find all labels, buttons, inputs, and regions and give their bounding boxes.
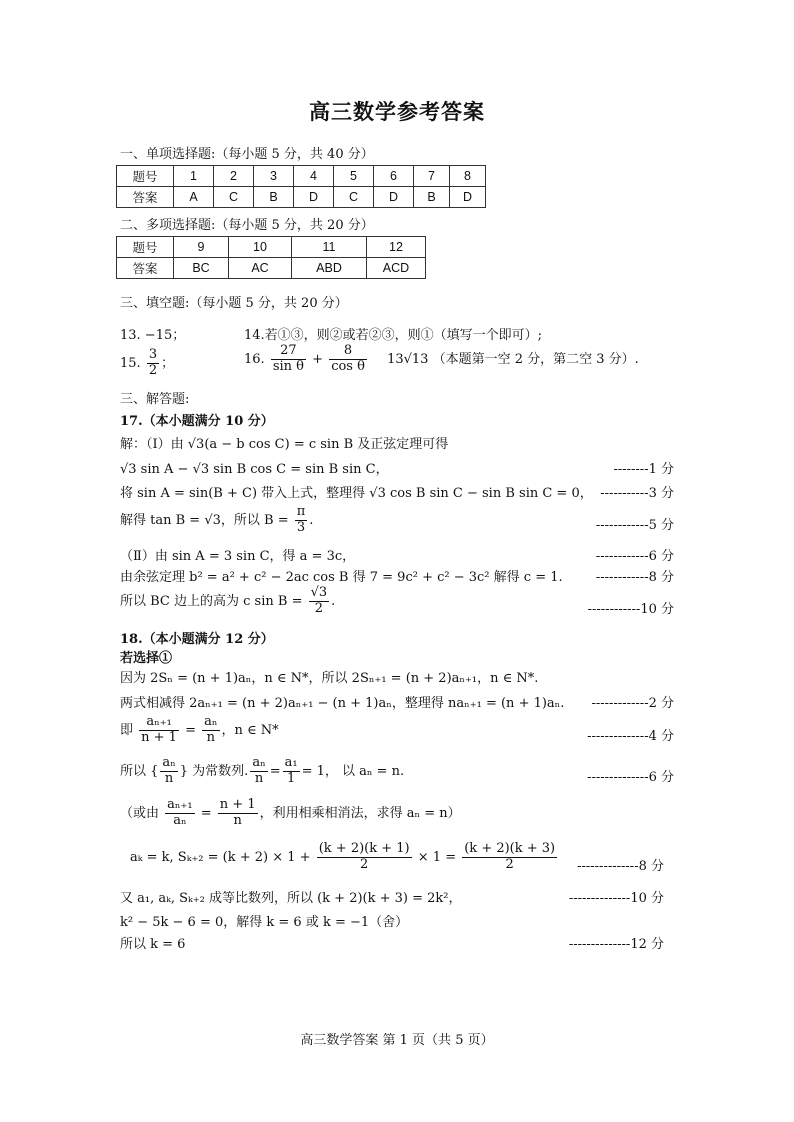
table-row	[117, 237, 426, 258]
answer-cell: D	[374, 187, 414, 208]
p18-points-2: -------------2 分	[591, 696, 674, 711]
fraction-denominator: n	[254, 770, 264, 786]
p17-points-3: -----------3 分	[600, 486, 674, 501]
fraction-denominator: 3	[296, 519, 306, 535]
answer-cell: AC	[229, 258, 292, 279]
fraction-denominator: sin θ	[272, 358, 304, 374]
fraction-numerator: aₙ₊₁	[167, 797, 193, 812]
table-row	[117, 258, 426, 279]
fraction	[250, 756, 267, 787]
fraction-numerator: aₙ	[204, 714, 218, 729]
fraction	[160, 756, 177, 787]
problem-17-heading: 17.（本小题满分 10 分）	[120, 414, 274, 429]
answer-cell: C	[334, 187, 374, 208]
p17-points-10: ------------10 分	[587, 602, 674, 617]
fraction-numerator: (k + 2)(k + 1)	[318, 841, 410, 856]
section-solution-heading: 三、解答题:	[120, 392, 190, 407]
page-title: 高三数学参考答案	[309, 99, 485, 124]
p18-line-5-text: （或由	[120, 805, 160, 821]
p18-line-4-text: 所以 {	[120, 763, 159, 779]
multi-choice-table	[116, 236, 426, 279]
equals-sign: =	[269, 763, 281, 779]
fraction-numerator: π	[296, 504, 306, 519]
number-cell: 4	[294, 166, 334, 187]
fraction-numerator: 8	[329, 344, 367, 360]
answer-16-second: 13√13	[387, 351, 429, 367]
answer-15-tail: ；	[161, 355, 175, 371]
page-footer: 高三数学答案 第 1 页（共 5 页）	[300, 1033, 494, 1048]
p17-line-7-text: 所以 BC 边上的高为 c sin B =	[120, 593, 303, 609]
p17-line-6: 由余弦定理 b² = a² + c² − 2ac cos B 得 7 = 9c² + c² − 3c² 解得 c = 1.	[120, 570, 563, 585]
fraction	[317, 842, 412, 873]
p18-line-4	[120, 756, 404, 787]
answer-14: 14.若①③，则②或若②③，则①（填写一个即可）;	[244, 328, 543, 343]
fraction-numerator: (k + 2)(k + 3)	[464, 841, 556, 856]
p17-line-5: （Ⅱ）由 sin A = 3 sin C，得 a = 3c，	[120, 549, 356, 564]
fraction	[165, 798, 194, 829]
number-cell: 7	[414, 166, 450, 187]
p18-line-2: 两式相减得 2aₙ₊₁ = (n + 2)aₙ₊₁ − (n + 1)aₙ，整理得 naₙ₊₁ = (n + 1)aₙ.	[120, 696, 565, 711]
number-cell: 2	[214, 166, 254, 187]
answer-cell: BC	[174, 258, 229, 279]
p18-line-5	[120, 798, 461, 829]
fraction	[147, 348, 159, 379]
answer-15-label: 15.	[120, 355, 141, 371]
equals-sign: =	[185, 722, 197, 738]
p18-line-4-mid: } 为常数列.	[179, 763, 249, 779]
header-cell: 答案	[117, 258, 174, 279]
p18-line-6-mid: × 1 =	[417, 849, 457, 865]
fraction-numerator: √3	[310, 585, 328, 600]
p17-points-8: ------------8 分	[595, 570, 674, 585]
fraction-denominator: 2	[314, 600, 324, 616]
fraction	[202, 715, 219, 746]
fraction-denominator: 2	[360, 856, 369, 872]
p18-points-10: --------------10 分	[568, 891, 664, 906]
header-cell: 答案	[117, 187, 174, 208]
equals-sign: =	[200, 805, 212, 821]
fraction-denominator: n	[206, 729, 216, 745]
p17-line-4-text: 解得 tan B = √3，所以 B =	[120, 512, 289, 528]
p18-points-8: --------------8 分	[577, 859, 664, 874]
fraction	[309, 586, 330, 617]
header-cell: 题号	[117, 166, 174, 187]
fraction-numerator: aₙ	[252, 755, 266, 770]
fraction-numerator: 27	[271, 344, 306, 360]
p17-points-1: --------1 分	[613, 462, 674, 477]
number-cell: 9	[174, 237, 229, 258]
p18-line-1: 因为 2Sₙ = (n + 1)aₙ，n ∈ N*，所以 2Sₙ₊₁ = (n + 2)aₙ₊₁，n ∈ N*.	[120, 671, 539, 686]
p18-points-6: --------------6 分	[587, 770, 674, 785]
p18-choice: 若选择①	[120, 651, 173, 666]
number-cell: 6	[374, 166, 414, 187]
number-cell: 8	[450, 166, 486, 187]
fraction	[295, 505, 308, 536]
p18-line-3	[120, 715, 279, 746]
p17-line-4	[120, 505, 313, 536]
p18-line-5-tail: ，利用相乘相消法，求得 aₙ = n）	[259, 805, 461, 821]
p18-line-4-tail: = 1， 以 aₙ = n.	[301, 763, 405, 779]
fraction-numerator: n + 1	[219, 797, 256, 812]
p18-line-3-text: 即	[120, 722, 134, 738]
answer-cell: D	[450, 187, 486, 208]
fraction	[283, 756, 300, 787]
fraction	[271, 344, 306, 375]
number-cell: 12	[367, 237, 426, 258]
answer-cell: ABD	[292, 258, 367, 279]
section-multi-choice-heading: 二、多项选择题:（每小题 5 分，共 20 分）	[120, 218, 374, 233]
answer-16-label: 16.	[244, 351, 265, 367]
p17-points-5: ------------5 分	[595, 518, 674, 533]
section-single-choice-heading: 一、单项选择题:（每小题 5 分，共 40 分）	[120, 147, 374, 162]
fraction-denominator: n + 1	[141, 729, 177, 745]
fraction-denominator: 1	[286, 770, 296, 786]
p18-line-8: k² − 5k − 6 = 0，解得 k = 6 或 k = −1（舍）	[120, 915, 409, 930]
p17-points-6: ------------6 分	[595, 549, 674, 564]
p18-points-4: --------------4 分	[587, 729, 674, 744]
number-cell: 11	[292, 237, 367, 258]
single-choice-table	[116, 165, 486, 208]
answer-cell: ACD	[367, 258, 426, 279]
p18-line-7: 又 a₁, aₖ, Sₖ₊₂ 成等比数列，所以 (k + 2)(k + 3) = 2k²，	[120, 891, 462, 906]
p18-line-6-text: aₖ = k, Sₖ₊₂ = (k + 2) × 1 +	[130, 849, 311, 865]
table-row	[117, 187, 486, 208]
number-cell: 3	[254, 166, 294, 187]
p18-points-12: --------------12 分	[568, 937, 664, 952]
fraction-numerator: aₙ₊₁	[139, 715, 179, 731]
fraction	[139, 715, 179, 746]
p18-line-3-tail: ，n ∈ N*	[221, 722, 279, 738]
answer-13: 13. −15；	[120, 328, 186, 343]
p17-line-7	[120, 586, 335, 617]
fraction-numerator: a₁	[284, 755, 298, 770]
fraction-denominator: 2	[148, 362, 158, 378]
problem-18-heading: 18.（本小题满分 12 分）	[120, 632, 274, 647]
p17-line-7-tail: .	[331, 593, 336, 609]
fraction	[218, 798, 258, 829]
section-fill-heading: 三、填空题:（每小题 5 分，共 20 分）	[120, 296, 348, 311]
fraction-denominator: cos θ	[331, 358, 365, 374]
answer-16-note: （本题第一空 2 分，第二空 3 分）.	[432, 351, 639, 367]
answer-cell: C	[214, 187, 254, 208]
fraction	[329, 344, 367, 375]
fraction-denominator: n	[164, 770, 174, 786]
fraction-denominator: aₙ	[173, 812, 187, 828]
p17-line-4-tail: .	[309, 512, 314, 528]
fraction-numerator: aₙ	[162, 755, 176, 770]
answer-cell: B	[414, 187, 450, 208]
p17-line-1: 解：（Ⅰ）由 √3(a − b cos C) = c sin B 及正弦定理可得	[120, 437, 449, 452]
answer-cell: D	[294, 187, 334, 208]
p17-line-2: √3 sin A − √3 sin B cos C = sin B sin C，	[120, 462, 389, 477]
fraction-denominator: n	[233, 812, 242, 828]
p18-line-9: 所以 k = 6	[120, 937, 186, 952]
number-cell: 5	[334, 166, 374, 187]
fraction-numerator: 3	[148, 347, 158, 362]
header-cell: 题号	[117, 237, 174, 258]
number-cell: 10	[229, 237, 292, 258]
answer-cell: B	[254, 187, 294, 208]
fraction-denominator: 2	[505, 856, 514, 872]
p17-line-3: 将 sin A = sin(B + C) 带入上式，整理得 √3 cos B sin C − sin B sin C = 0，	[120, 486, 593, 501]
answer-cell: A	[174, 187, 214, 208]
answer-15	[120, 348, 174, 379]
number-cell: 1	[174, 166, 214, 187]
plus-sign: +	[312, 351, 324, 367]
answer-16	[244, 344, 639, 375]
table-row	[117, 166, 486, 187]
